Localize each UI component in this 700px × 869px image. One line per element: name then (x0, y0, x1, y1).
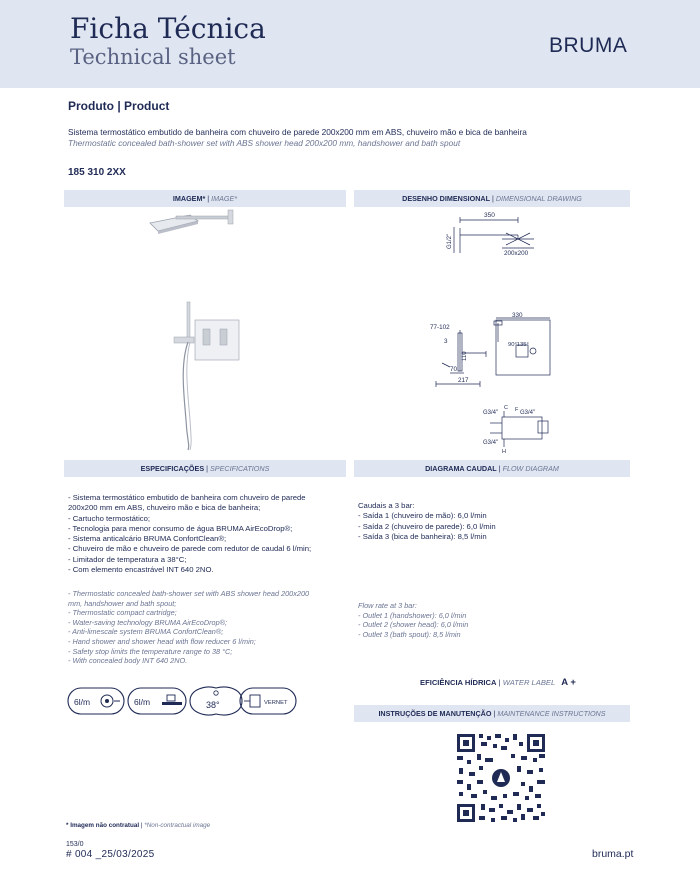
flow-list-en (358, 601, 618, 639)
spec-line: - Thermostatic concealed bath-shower set with ABS shower head 200x200 (68, 589, 310, 598)
spec-line: - Tecnologia para menor consumo de água BRUMA AirEcoDrop®; (68, 523, 293, 533)
image-disclaimer (66, 822, 210, 829)
specs-list-en (68, 589, 343, 666)
spec-line: - Hand shower and shower head with flow reducer 6 l/min; (68, 636, 256, 646)
mixer-image (174, 302, 239, 450)
specs-list-pt (68, 493, 343, 575)
website-link[interactable]: bruma.pt (592, 848, 634, 860)
disclaimer-en: *Non-contractual image (144, 822, 211, 829)
band-sep: | (204, 464, 210, 473)
dim-200: 200x200 (504, 250, 529, 257)
dim-h: H (502, 449, 506, 455)
dim-77-102: 77-102 (430, 324, 450, 331)
spec-line: - Safety stop limits the temperature range to 38 °C; (68, 646, 233, 656)
spec-line: - Com elemento encastrável INT 640 2NO. (68, 565, 214, 575)
dim-330: 330 (512, 312, 523, 319)
maintenance-qr-code[interactable] (455, 732, 547, 824)
thermometer-icon (214, 691, 218, 695)
dim-g34-left: G3/4" (483, 410, 499, 416)
flow-line: - Saída 2 (chuveiro de parede): 6,0 l/min (358, 521, 496, 531)
dim-angle: 90°135° (508, 342, 529, 348)
feature-badges (66, 683, 306, 721)
flow-band-pt: DIAGRAMA CAUDAL (425, 464, 497, 473)
image-band-en: IMAGE* (211, 194, 238, 203)
spec-line: - Sistema termostático embutido de banheira com chuveiro de parede (68, 493, 306, 502)
band-sep: | (491, 709, 498, 718)
flow-line: Caudais a 3 bar: (358, 501, 415, 510)
maintenance-band-en: MAINTENANCE INSTRUCTIONS (497, 709, 606, 718)
product-description-pt: Sistema termostático embutido de banheira com chuveiro de parede 200x200 mm em ABS, chuveiro mão e bica de banheira (68, 127, 527, 137)
spec-line: - Cartucho termostático; (68, 513, 151, 523)
flow-line: - Outlet 2 (shower head): 6,0 l/min (358, 620, 469, 630)
dim-g34-right: G3/4" (520, 410, 536, 416)
dim-70: 70 (450, 366, 458, 373)
flow-line: - Saída 1 (chuveiro de mão): 6,0 l/min (358, 511, 487, 521)
band-sep: | (205, 194, 212, 203)
efficiency-value: A + (561, 677, 576, 688)
band-sep: | (496, 464, 503, 473)
dim-350: 350 (484, 212, 495, 219)
dim-110: 110 (462, 351, 468, 361)
product-description-en: Thermostatic concealed bath-shower set with ABS shower head 200x200 mm, handshower and bath spout (68, 138, 461, 148)
spec-line: - Anti-limescale system BRUMA ConfortClean®; (68, 627, 224, 637)
spec-line: mm, handshower and bath spout; (68, 598, 177, 608)
specs-band-pt: ESPECIFICAÇÕES (140, 464, 205, 473)
flow-line: Flow rate at 3 bar: (358, 601, 417, 610)
page-title: Ficha Técnica (70, 12, 266, 45)
bath-spout-icon (162, 695, 182, 705)
shower-head-image (150, 210, 233, 234)
product-code: 185 310 2XX (68, 167, 126, 178)
product-heading (68, 99, 169, 113)
vernet-label: VERNET (264, 700, 288, 706)
flow-badge-1-label: 6l/m (74, 697, 91, 707)
product-image (140, 205, 250, 455)
image-band-pt: IMAGEM* (172, 194, 206, 203)
shower-icon (101, 695, 120, 707)
disclaimer-pt: * Imagem não contratual (66, 822, 140, 829)
temp-badge-label: 38° (206, 700, 220, 710)
spec-line: 200x200 mm em ABS, chuveiro mão e bica de banheira; (68, 503, 261, 513)
specs-band (64, 460, 346, 477)
efficiency-label-en: WATER LABEL (502, 678, 556, 687)
dim-f: F (515, 407, 519, 413)
spec-line: - Thermostatic compact cartridge; (68, 608, 177, 618)
dim-g34-bottom: G3/4" (483, 440, 499, 446)
drawing-band-pt: DESENHO DIMENSIONAL (402, 194, 490, 203)
maintenance-band (354, 705, 630, 722)
product-label-en: Product (124, 99, 170, 113)
bottom-drawing (490, 411, 548, 447)
cartridge-icon (244, 695, 260, 707)
flow-list-pt (358, 501, 618, 542)
water-efficiency (420, 677, 576, 688)
disclaimer-sep: | (139, 822, 145, 829)
efficiency-label-pt: EFICIÊNCIA HÍDRICA (420, 678, 497, 687)
flow-band-en: FLOW DIAGRAM (502, 464, 559, 473)
dim-3: 3 (444, 338, 448, 345)
middle-drawing (436, 318, 550, 387)
band-sep: | (489, 194, 496, 203)
revision-number: 153/0 (66, 841, 84, 848)
document-number: # 004 _25/03/2025 (66, 849, 155, 860)
dim-217: 217 (458, 377, 469, 384)
spec-line: - Water-saving technology BRUMA AirEcoDrop®; (68, 617, 228, 627)
page-subtitle: Technical sheet (70, 45, 236, 69)
spec-line: - Chuveiro de mão e chuveiro de parede com redutor de caudal 6 l/min; (68, 544, 312, 554)
top-drawing (454, 217, 534, 253)
maintenance-band-pt: INSTRUÇÕES DE MANUTENÇÃO (378, 709, 492, 718)
spec-line: - Sistema anticalcário BRUMA ConfortClean®; (68, 534, 227, 544)
brand-logo: BRUMA (549, 34, 628, 57)
dim-c: C (504, 405, 508, 411)
spec-line: - With concealed body INT 640 2NO. (68, 656, 188, 666)
flow-badge-2-label: 6l/m (134, 697, 151, 707)
eff-sep: | (496, 678, 503, 687)
flow-line: - Outlet 3 (bath spout): 8,5 l/min (358, 629, 461, 639)
flow-line: - Outlet 1 (handshower): 6,0 l/min (358, 610, 467, 620)
flow-band (354, 460, 630, 477)
spec-line: - Limitador de temperatura a 38°C; (68, 554, 187, 564)
specs-band-en: SPECIFICATIONS (210, 464, 270, 473)
product-label-pt: Produto (68, 99, 114, 113)
product-separator: | (117, 99, 121, 113)
dimensional-drawing (420, 205, 560, 455)
drawing-band-en: DIMENSIONAL DRAWING (495, 194, 582, 203)
dim-g12: G1/2" (447, 233, 453, 249)
flow-line: - Saída 3 (bica de banheira): 8,5 l/min (358, 531, 487, 541)
